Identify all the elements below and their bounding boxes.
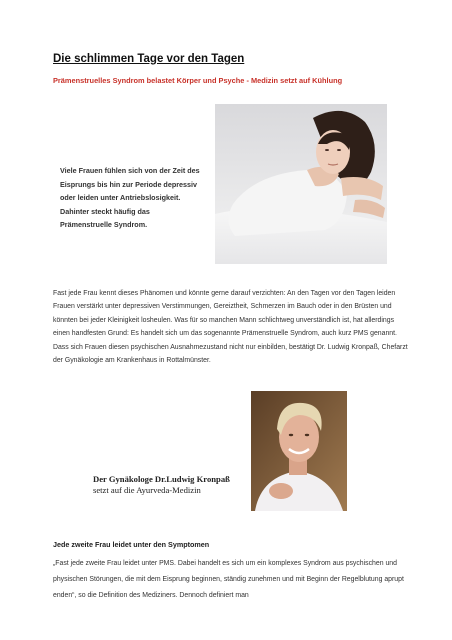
woman-photo — [215, 104, 387, 264]
doctor-photo-caption — [93, 474, 243, 495]
section-heading: Jede zweite Frau leidet unter den Symptomen — [53, 540, 210, 549]
caption-name: Der Gynäkologe Dr.Ludwig Kronpaß — [93, 474, 230, 484]
article-subtitle: Prämenstruelles Syndrom belastet Körper und Psyche - Medizin setzt auf Kühlung — [53, 76, 343, 85]
doctor-photo — [251, 391, 347, 511]
article-body — [53, 287, 408, 367]
paragraph: Dass sich Frauen diesen psychischen Ausnahmezustand nicht nur einbilden, bestätigt Dr. Ludwig Kronpaß, Chefarzt der Gynäkologie am Krankenhaus in Rottalmünster. — [53, 343, 408, 365]
caption-text: setzt auf die Ayurveda-Medizin — [93, 484, 201, 495]
article-title: Die schlimmen Tage vor den Tagen — [53, 53, 245, 65]
paragraph: „Fast jede zweite Frau leidet unter PMS. Dabei handelt es sich um ein komplexes Syndrom aus psychischen und physischen Störungen, die mit dem Eisprung beginnen, ständig zunehmen und mit Beginn der Regelblutung aprupt enden“, so die Definition des Mediziners. Dennoch definiert man — [53, 560, 404, 600]
photo-caption: Viele Frauen fühlen sich von der Zeit des Eisprungs bis hin zur Periode depressiv oder leiden unter Antriebslosigkeit. Dahinter steckt häufig das Prämenstruelle Syndrom. — [60, 166, 200, 229]
paragraph: Fast jede Frau kennt dieses Phänomen und könnte gerne darauf verzichten: An den Tagen vor den Tagen leiden Frauen verstärkt unter depressiven Verstimmungen, Gereiztheit, Schmerzen im Bauch oder in den Brüsten und könnten bei jeder Kleinigkeit losheulen. Was für so manchen Mann schlichtweg unverständlich ist, hat allerdings einen handfesten Grund: Es handelt sich um das sogenannte Prämenstruelle Syndrom, auch kurz PMS genannt. — [53, 290, 397, 338]
